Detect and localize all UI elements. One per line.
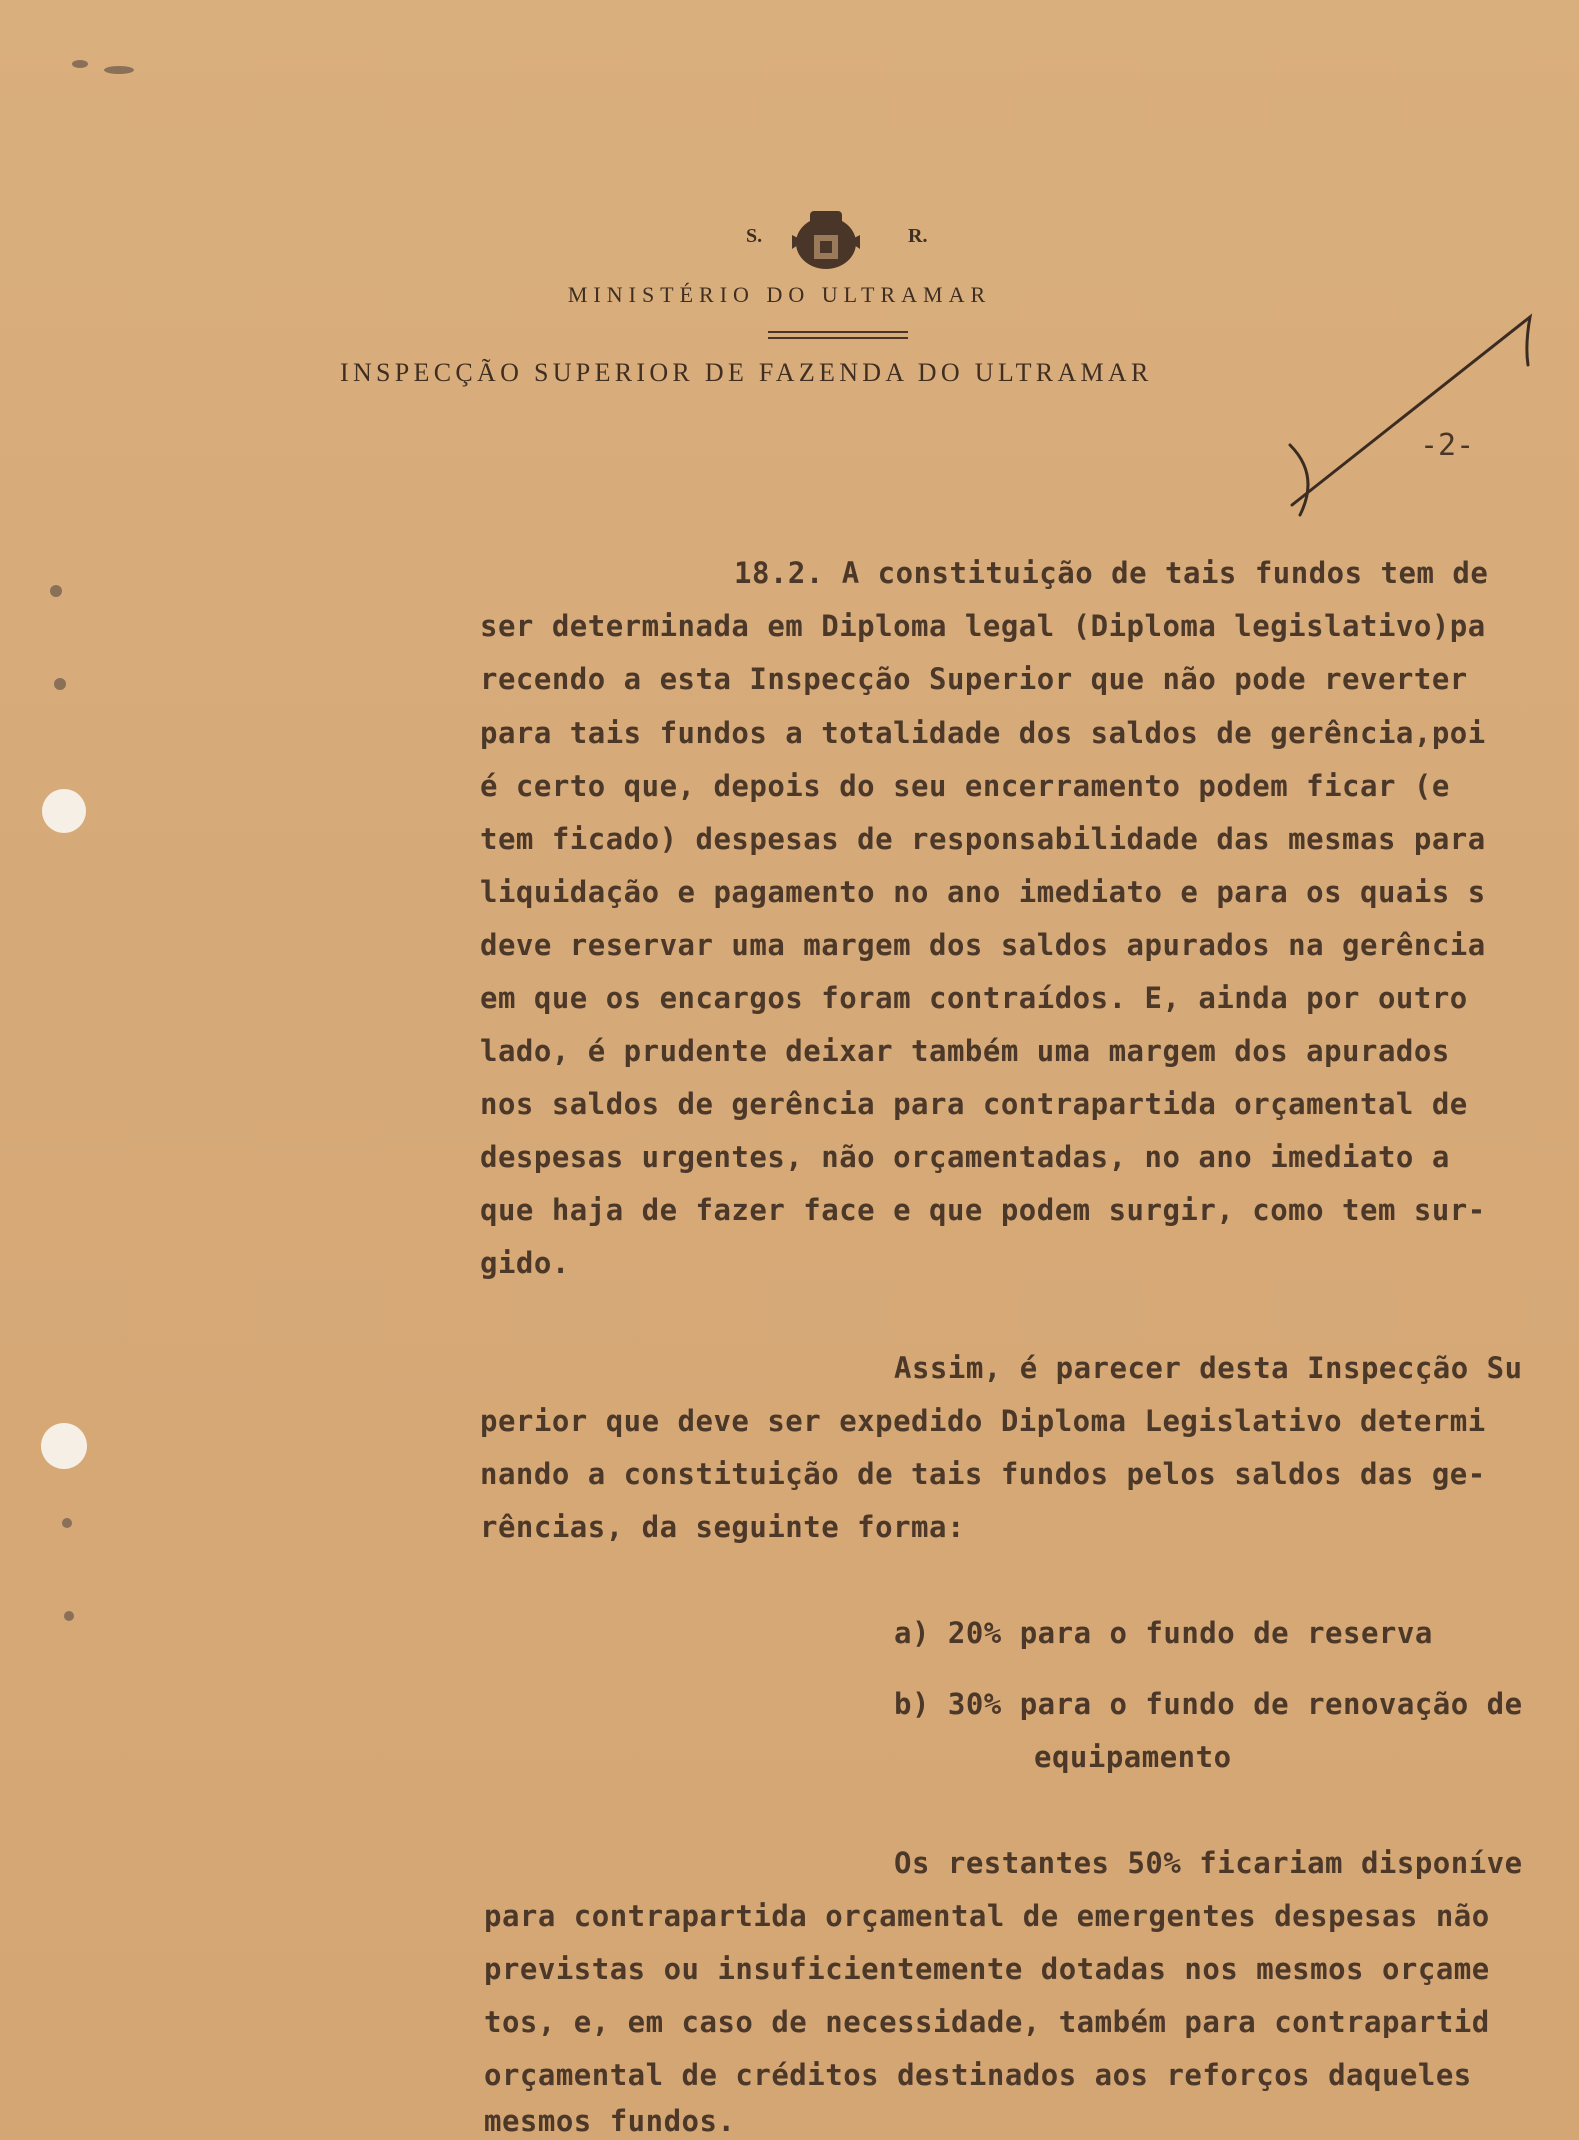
text-line: tem ficado) despesas de responsabilidade das mesmas para	[480, 822, 1486, 856]
text-line: liquidação e pagamento no ano imediato e para os quais s	[480, 875, 1486, 909]
text-line: é certo que, depois do seu encerramento podem ficar (e	[480, 769, 1450, 803]
text-line: deve reservar uma margem dos saldos apurados na gerência	[480, 928, 1486, 962]
pin-mark	[54, 678, 66, 690]
header-divider	[768, 331, 908, 333]
text-line: despesas urgentes, não orçamentadas, no ano imediato a	[480, 1140, 1450, 1174]
text-line: gido.	[480, 1246, 570, 1280]
header-s-label: S.	[746, 225, 763, 247]
punch-hole	[42, 789, 86, 833]
text-line: Os restantes 50% ficariam disponíve	[894, 1846, 1523, 1880]
page-number: -2-	[1420, 428, 1475, 463]
text-line: previstas ou insuficientemente dotadas nos mesmos orçame	[484, 1952, 1490, 1986]
pin-mark	[50, 585, 62, 597]
coat-of-arms-icon	[790, 205, 862, 277]
pin-mark	[72, 60, 88, 68]
header-r-label: R.	[908, 225, 928, 247]
list-item: a) 20% para o fundo de reserva	[894, 1616, 1433, 1650]
list-item: b) 30% para o fundo de renovação de	[894, 1687, 1523, 1721]
text-line: orçamental de créditos destinados aos reforços daqueles	[484, 2058, 1472, 2092]
ministry-title: MINISTÉRIO DO ULTRAMAR	[567, 282, 992, 307]
text-line: mesmos fundos.	[484, 2104, 736, 2138]
text-line: perior que deve ser expedido Diploma Legislativo determi	[480, 1404, 1486, 1438]
text-line: nos saldos de gerência para contrapartida orçamental de	[480, 1087, 1468, 1121]
text-line: tos, e, em caso de necessidade, também para contrapartid	[484, 2005, 1490, 2039]
text-line: Assim, é parecer desta Inspecção Su	[894, 1351, 1523, 1385]
text-line: nando a constituição de tais fundos pelos saldos das ge-	[480, 1457, 1486, 1491]
text-line: em que os encargos foram contraídos. E, ainda por outro	[480, 981, 1468, 1015]
text-line: lado, é prudente deixar também uma margem dos apurados	[480, 1034, 1450, 1068]
pin-mark	[64, 1611, 74, 1621]
pin-mark	[104, 66, 134, 74]
handwritten-check-mark	[1280, 305, 1540, 535]
pin-mark	[62, 1518, 72, 1528]
department-title: INSPECÇÃO SUPERIOR DE FAZENDA DO ULTRAMAR	[340, 358, 1153, 387]
text-line: 18.2. A constituição de tais fundos tem de	[734, 556, 1489, 590]
list-item-continuation: equipamento	[1034, 1740, 1232, 1774]
text-line: ser determinada em Diploma legal (Diploma legislativo)pa	[480, 609, 1486, 643]
text-line: rências, da seguinte forma:	[480, 1510, 965, 1544]
text-line: para contrapartida orçamental de emergentes despesas não	[484, 1899, 1490, 1933]
text-line: que haja de fazer face e que podem surgir, como tem sur-	[480, 1193, 1486, 1227]
punch-hole	[41, 1423, 87, 1469]
header-divider	[768, 337, 908, 339]
text-line: recendo a esta Inspecção Superior que não pode reverter	[480, 662, 1468, 696]
text-line: para tais fundos a totalidade dos saldos de gerência,poi	[480, 716, 1486, 750]
